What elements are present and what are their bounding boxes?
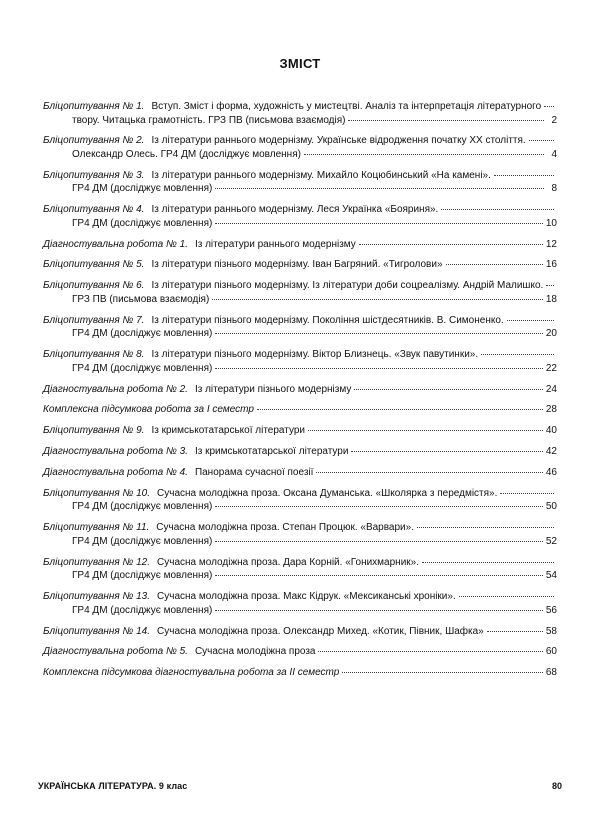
toc-entry [43, 348, 557, 375]
toc-entry [43, 279, 557, 306]
toc-entry-label: Бліцопитування № 10. [43, 487, 151, 499]
toc-entry-line [43, 666, 557, 680]
toc-entry-label: Бліцопитування № 12. [43, 556, 151, 568]
toc-page-number: 42 [545, 446, 557, 458]
dot-leader [487, 630, 543, 632]
dot-leader [215, 505, 543, 507]
toc-entry [43, 521, 557, 548]
dot-leader [441, 208, 554, 210]
toc-entry-line [43, 362, 557, 376]
toc-page-number: 2 [551, 114, 557, 126]
toc-entry-label: Бліцопитування № 4. [43, 204, 145, 216]
toc-entry-text: Сучасна молодіжна проза. Оксана Думанська. «Школярка з передмістя». [157, 487, 498, 499]
toc-page-number: 12 [545, 238, 557, 250]
toc-entry [43, 590, 557, 617]
toc-page-number: 60 [545, 646, 557, 658]
toc-entry-line [43, 114, 557, 128]
toc-entry [43, 556, 557, 583]
footer-book-title: УКРАЇНСЬКА ЛІТЕРАТУРА. 9 клас [38, 781, 188, 791]
dot-leader [257, 408, 543, 410]
toc-entry-text: Сучасна молодіжна проза. Олександр Михед. «Котик, Півник, Шафка» [157, 625, 484, 637]
dot-leader [215, 332, 543, 334]
toc-entry [43, 134, 557, 161]
dot-leader [215, 222, 543, 224]
toc-page-number: 18 [545, 293, 557, 305]
toc-entry-text: ГР4 ДМ (досліджує мовлення) [72, 328, 213, 340]
dot-leader [507, 319, 554, 321]
dot-leader [494, 174, 554, 176]
toc-page-number: 58 [545, 625, 557, 637]
dot-leader [500, 492, 554, 494]
toc-entry [43, 487, 557, 514]
toc-entry-line [43, 258, 557, 272]
toc-entry [43, 203, 557, 230]
toc-entry-label: Діагностувальна робота № 2. [43, 383, 188, 395]
toc-entry [43, 238, 557, 252]
toc-entry-text: Сучасна молодіжна проза [194, 646, 316, 658]
toc-entry-label: Бліцопитування № 5. [43, 259, 145, 271]
toc-entry-line [43, 148, 557, 162]
toc-entry [43, 666, 557, 680]
toc-page-number: 28 [545, 404, 557, 416]
toc-entry-text: Із кримськотатарської літератури [194, 446, 349, 458]
dot-leader [215, 609, 543, 611]
toc-page-number: 50 [545, 501, 557, 513]
toc-entry-line [43, 169, 557, 183]
toc-entry [43, 645, 557, 659]
toc-entry-line [43, 445, 557, 459]
toc-page-number: 8 [551, 183, 557, 195]
toc-entry-label: Діагностувальна робота № 4. [43, 467, 188, 479]
dot-leader [304, 153, 544, 155]
toc-entry-line [43, 279, 557, 293]
toc-entry-text: ГР4 ДМ (досліджує мовлення) [72, 217, 213, 229]
toc-entry-text: Сучасна молодіжна проза. Макс Кідрук. «Мексиканські хроніки». [157, 591, 456, 603]
toc-entry-line [43, 645, 557, 659]
toc-entry-line [43, 569, 557, 583]
toc-entry-text: Олександр Олесь. ГР4 ДМ (досліджує мовлення) [72, 148, 301, 160]
dot-leader [422, 561, 554, 563]
table-of-contents [43, 100, 557, 687]
toc-page-number: 16 [545, 259, 557, 271]
toc-entry-text: Сучасна молодіжна проза. Степан Процюк. «Варвари». [156, 522, 414, 534]
toc-page-number: 68 [545, 667, 557, 679]
toc-page-number: 20 [545, 328, 557, 340]
toc-entry-label: Бліцопитування № 11. [43, 522, 150, 534]
dot-leader [544, 105, 554, 107]
toc-page-number: 40 [545, 425, 557, 437]
dot-leader [215, 187, 544, 189]
toc-entry-line [43, 327, 557, 341]
toc-entry-label: Діагностувальна робота № 5. [43, 646, 188, 658]
toc-page-number: 56 [545, 604, 557, 616]
dot-leader [446, 263, 543, 265]
toc-entry-label: Бліцопитування № 1. [43, 101, 145, 112]
dot-leader [215, 367, 543, 369]
toc-entry-text: Сучасна молодіжна проза. Дара Корній. «Гонихмарник». [157, 556, 419, 568]
toc-entry [43, 169, 557, 196]
toc-entry-label: Бліцопитування № 9. [43, 425, 145, 437]
toc-entry-text: твору. Читацька грамотність. ГРЗ ПВ (письмова взаємодія) [72, 114, 346, 126]
toc-entry-line [43, 100, 557, 114]
toc-entry [43, 424, 557, 438]
toc-entry-text: ГР4 ДМ (досліджує мовлення) [72, 501, 213, 513]
toc-entry-text: Із літератури раннього модернізму. Михайло Коцюбинський «На камені». [151, 169, 491, 181]
toc-entry-text: Із літератури пізнього модернізму. Із літератури доби соцреалізму. Андрій Малишко. [151, 280, 544, 292]
toc-page-number: 46 [545, 467, 557, 479]
toc-entry-text: Із літератури раннього модернізму. Українське відродження початку ХХ століття. [151, 135, 526, 147]
toc-entry [43, 403, 557, 417]
dot-leader [354, 388, 543, 390]
toc-entry [43, 100, 557, 127]
toc-entry-text: ГРЗ ПВ (письмова взаємодія) [72, 293, 210, 305]
toc-entry-text: Вступ. Зміст і форма, художність у мистецтві. Аналіз та інтерпретація літературного [151, 101, 542, 112]
toc-entry-line [43, 203, 557, 217]
dot-leader [348, 119, 544, 121]
toc-entry-text: Панорама сучасної поезії [194, 467, 314, 479]
dot-leader [529, 139, 554, 141]
toc-entry [43, 314, 557, 341]
toc-entry-line [43, 348, 557, 362]
toc-entry-label: Комплексна підсумкова діагностувальна робота за ІІ семестр [43, 667, 340, 679]
toc-entry-text: Із кримськотатарської літератури [151, 425, 305, 437]
toc-entry-text: Із літератури пізнього модернізму [194, 383, 352, 395]
toc-page-number: 10 [545, 217, 557, 229]
toc-entry-line [43, 182, 557, 196]
toc-entry [43, 466, 557, 480]
toc-entry-label: Комплексна підсумкова робота за І семестр [43, 404, 254, 416]
dot-leader [359, 243, 543, 245]
dot-leader [215, 574, 543, 576]
toc-entry [43, 625, 557, 639]
dot-leader [351, 450, 542, 452]
toc-entry-line [43, 238, 557, 252]
toc-page-number: 24 [545, 383, 557, 395]
toc-page-number: 4 [551, 148, 557, 160]
toc-entry-text: Із літератури раннього модернізму [194, 238, 356, 250]
toc-entry-line [43, 500, 557, 514]
toc-entry-line [43, 604, 557, 618]
toc-entry [43, 258, 557, 272]
toc-entry-label: Бліцопитування № 13. [43, 591, 151, 603]
dot-leader [212, 298, 543, 300]
dot-leader [342, 671, 543, 673]
dot-leader [459, 595, 554, 597]
toc-page-number: 22 [545, 362, 557, 374]
toc-entry-text: ГР4 ДМ (досліджує мовлення) [72, 604, 213, 616]
toc-entry-line [43, 403, 557, 417]
page-title: ЗМІСТ [279, 56, 321, 71]
toc-entry-line [43, 293, 557, 307]
toc-entry-text: ГР4 ДМ (досліджує мовлення) [72, 183, 213, 195]
toc-entry-text: ГР4 ДМ (досліджує мовлення) [72, 570, 213, 582]
dot-leader [546, 284, 554, 286]
toc-entry-label: Діагностувальна робота № 3. [43, 446, 188, 458]
toc-entry-line [43, 217, 557, 231]
toc-entry-label: Бліцопитування № 6. [43, 280, 145, 292]
toc-entry-line [43, 521, 557, 535]
toc-entry-label: Бліцопитування № 7. [43, 314, 145, 326]
dot-leader [308, 429, 543, 431]
toc-entry-label: Діагностувальна робота № 1. [43, 238, 188, 250]
toc-entry-line [43, 466, 557, 480]
toc-entry-line [43, 134, 557, 148]
toc-page-number: 54 [545, 570, 557, 582]
toc-entry-line [43, 314, 557, 328]
toc-entry [43, 383, 557, 397]
toc-entry-text: Із літератури пізнього модернізму. Іван Багряний. «Тигролови» [151, 259, 443, 271]
toc-entry-line [43, 625, 557, 639]
dot-leader [316, 471, 542, 473]
toc-entry-label: Бліцопитування № 14. [43, 625, 151, 637]
toc-entry-line [43, 535, 557, 549]
toc-entry-label: Бліцопитування № 8. [43, 349, 145, 361]
dot-leader [481, 353, 554, 355]
toc-entry-line [43, 590, 557, 604]
toc-entry-line [43, 556, 557, 570]
toc-entry-line [43, 383, 557, 397]
toc-entry-text: Із літератури пізнього модернізму. Віктор Близнець. «Звук павутинки». [151, 349, 479, 361]
dot-leader [215, 540, 543, 542]
toc-entry-text: ГР4 ДМ (досліджує мовлення) [72, 535, 213, 547]
toc-entry-text: Із літератури пізнього модернізму. Покоління шістдесятників. В. Симоненко. [151, 314, 504, 326]
toc-entry-label: Бліцопитування № 3. [43, 169, 145, 181]
toc-entry-label: Бліцопитування № 2. [43, 135, 145, 147]
toc-entry-line [43, 487, 557, 501]
dot-leader [417, 526, 554, 528]
dot-leader [318, 650, 542, 652]
toc-entry [43, 445, 557, 459]
toc-page-number: 52 [545, 535, 557, 547]
toc-entry-line [43, 424, 557, 438]
toc-entry-text: ГР4 ДМ (досліджує мовлення) [72, 362, 213, 374]
footer-page-number: 80 [551, 781, 562, 791]
toc-entry-text: Із літератури раннього модернізму. Леся Українка «Бояриня». [151, 204, 439, 216]
